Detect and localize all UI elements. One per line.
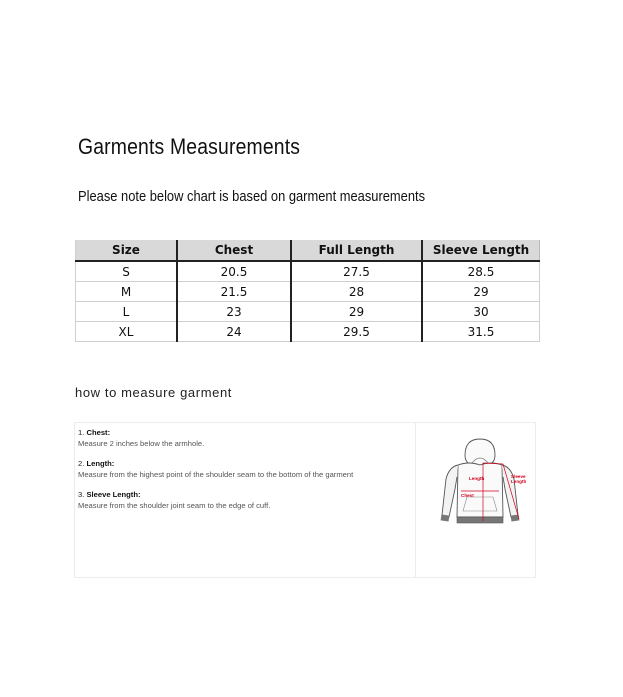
hoodie-left-sleeve xyxy=(442,465,458,517)
page-subtitle: Please note below chart is based on garment measurements xyxy=(78,188,426,205)
size-chart-table xyxy=(75,240,540,342)
column-header-chest: Chest xyxy=(177,240,291,261)
table-cell: XL xyxy=(76,322,178,342)
table-header-row xyxy=(76,240,540,261)
how-to-measure-heading: how to measure garment xyxy=(75,385,232,400)
column-header-sleeve-length: Sleeve Length xyxy=(422,240,540,261)
table-cell: M xyxy=(76,282,178,302)
table-cell: L xyxy=(76,302,178,322)
table-cell: 21.5 xyxy=(177,282,291,302)
instruction-number: 2. xyxy=(78,459,85,468)
instruction-text: Measure from the highest point of the shoulder seam to the bottom of the garment xyxy=(78,470,354,479)
instruction-item xyxy=(78,427,408,449)
table-cell: 20.5 xyxy=(177,261,291,282)
chest-label: Chest xyxy=(461,493,474,498)
table-row xyxy=(76,302,540,322)
table-cell: 29.5 xyxy=(291,322,422,342)
hoodie-diagram xyxy=(425,433,535,533)
instruction-number: 1. xyxy=(78,428,85,437)
table-cell: 28.5 xyxy=(422,261,540,282)
table-cell: 29 xyxy=(422,282,540,302)
panel-divider xyxy=(415,423,416,577)
instruction-label: Sleeve Length: xyxy=(86,490,141,499)
page-title: Garments Measurements xyxy=(78,134,301,159)
how-to-measure-panel xyxy=(74,422,536,578)
table-row xyxy=(76,282,540,302)
table-cell: S xyxy=(76,261,178,282)
table-row xyxy=(76,322,540,342)
instruction-text: Measure 2 inches below the armhole. xyxy=(78,439,205,448)
sleeve-label-line2: Length xyxy=(511,479,527,484)
table-cell: 31.5 xyxy=(422,322,540,342)
instruction-number: 3. xyxy=(78,490,85,499)
table-cell: 27.5 xyxy=(291,261,422,282)
table-row xyxy=(76,261,540,282)
table-cell: 24 xyxy=(177,322,291,342)
instruction-item xyxy=(78,489,408,511)
hoodie-hood xyxy=(465,439,495,465)
table-cell: 30 xyxy=(422,302,540,322)
length-label: Length xyxy=(469,476,485,481)
column-header-size: Size xyxy=(76,240,178,261)
table-cell: 28 xyxy=(291,282,422,302)
instruction-label: Chest: xyxy=(86,428,111,437)
instruction-item xyxy=(78,458,408,480)
instruction-label: Length: xyxy=(86,459,115,468)
table-cell: 23 xyxy=(177,302,291,322)
instruction-text: Measure from the shoulder joint seam to the edge of cuff. xyxy=(78,501,271,510)
column-header-full-length: Full Length xyxy=(291,240,422,261)
hoodie-right-sleeve xyxy=(502,465,518,517)
sleeve-label-line1: Sleeve xyxy=(511,474,526,479)
table-cell: 29 xyxy=(291,302,422,322)
measurement-instructions xyxy=(78,427,408,520)
